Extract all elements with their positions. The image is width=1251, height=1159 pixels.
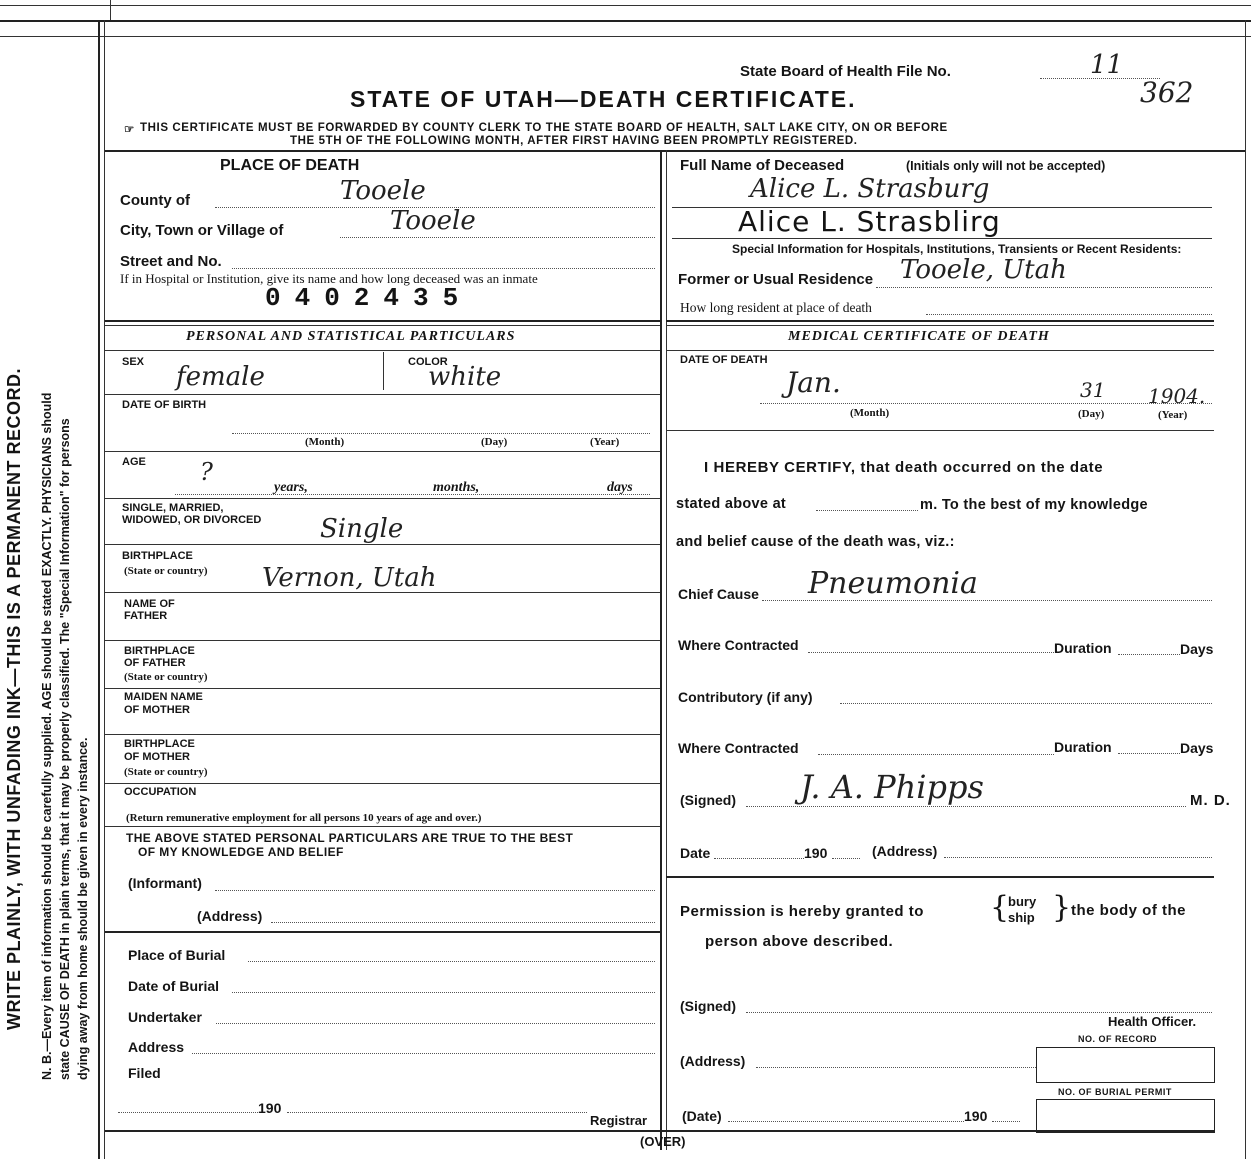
county-label: County of xyxy=(120,192,190,209)
birthplace-state-note: (State or country) xyxy=(124,565,208,577)
burial-permit-number-box xyxy=(1036,1099,1215,1133)
physician-signature: J. A. Phipps xyxy=(800,768,984,806)
where-contracted-2-dots xyxy=(818,754,1054,755)
dob-row-line xyxy=(105,451,660,452)
file-number-label: State Board of Health File No. xyxy=(740,63,951,80)
duration-1-dots xyxy=(1118,654,1180,655)
physician-date-dots xyxy=(714,858,804,859)
attestation-line-1: THE ABOVE STATED PERSONAL PARTICULARS ARE TRUE TO THE BEST xyxy=(126,831,574,845)
county-value: Tooele xyxy=(340,176,426,206)
days-1-label: Days xyxy=(1180,641,1214,657)
dob-label: DATE OF BIRTH xyxy=(122,399,207,411)
permission-text-2: the body of the xyxy=(1071,902,1186,919)
death-year-value: 1904. xyxy=(1148,384,1206,408)
years-label: years, xyxy=(274,480,308,495)
date-of-death-line xyxy=(666,430,1214,431)
right-section-divider xyxy=(666,320,1214,322)
father-birthplace-label-1: BIRTHPLACE xyxy=(124,645,195,657)
permission-text-1: Permission is hereby granted to xyxy=(680,903,924,920)
death-month-value: Jan. xyxy=(786,366,841,399)
center-divider-inner xyxy=(666,150,667,1150)
over-label: (OVER) xyxy=(640,1134,686,1149)
mother-maiden-label-2: OF MOTHER xyxy=(124,704,190,716)
left-section-divider xyxy=(105,320,660,322)
permit-date-dots xyxy=(728,1121,964,1122)
months-label: months, xyxy=(433,480,480,495)
marital-label-2: WIDOWED, OR DIVORCED xyxy=(122,514,262,526)
record-number-box xyxy=(1036,1047,1215,1083)
dob-year-label: (Year) xyxy=(590,436,620,448)
residence-value: Tooele, Utah xyxy=(900,255,1067,285)
where-contracted-2-label: Where Contracted xyxy=(678,740,799,756)
burial-address-label: Address xyxy=(128,1039,185,1055)
sidebar-instructions-3: dying away from home should be given in every instance. xyxy=(76,737,90,1080)
physician-year-prefix: 190 xyxy=(804,845,828,861)
mother-birthplace-label-2: OF MOTHER xyxy=(124,751,190,763)
street-label: Street and No. xyxy=(120,253,222,270)
physician-address-dots xyxy=(944,857,1212,858)
header-divider xyxy=(105,150,1245,152)
sidebar-instructions-1: N. B.—Every item of information should be carefully supplied. AGE should be stated EXACTLY. PHYSICIANS should xyxy=(40,392,54,1080)
place-of-burial-label: Place of Burial xyxy=(128,947,226,963)
no-of-burial-permit-label: NO. OF BURIAL PERMIT xyxy=(1058,1087,1172,1097)
undertaker-dots xyxy=(216,1023,655,1024)
informant-address-label: (Address) xyxy=(197,908,263,924)
dob-dots xyxy=(232,433,650,434)
undertaker-label: Undertaker xyxy=(128,1009,202,1025)
medical-section-end-line xyxy=(666,876,1214,878)
color-value: white xyxy=(428,362,502,392)
permit-year-prefix: 190 xyxy=(964,1108,988,1124)
date-of-death-dots xyxy=(760,403,1212,404)
certify-line-3: and belief cause of the death was, viz.: xyxy=(676,534,955,550)
age-value: ? xyxy=(200,458,213,486)
name-line-2 xyxy=(672,238,1212,239)
city-dots xyxy=(340,237,655,238)
duration-2-dots xyxy=(1118,753,1180,754)
deceased-name-note: (Initials only will not be accepted) xyxy=(906,159,1106,173)
days-2-label: Days xyxy=(1180,740,1214,756)
permit-year-dots xyxy=(992,1121,1020,1122)
chief-cause-value: Pneumonia xyxy=(808,566,978,601)
personal-particulars-heading: PERSONAL AND STATISTICAL PARTICULARS xyxy=(186,329,516,344)
date-of-burial-dots xyxy=(232,992,655,993)
certify-line-2a: stated above at xyxy=(676,496,787,512)
medical-heading-line xyxy=(666,350,1214,351)
pointing-hand-icon: ☞ xyxy=(124,124,135,136)
date-of-burial-label: Date of Burial xyxy=(128,978,220,994)
sidebar-permanent-record: WRITE PLAINLY, WITH UNFADING INK—THIS IS A PERMANENT RECORD. xyxy=(4,367,24,1030)
informant-label: (Informant) xyxy=(128,875,202,891)
sidebar-divider-inner-line xyxy=(104,20,105,1159)
top-edge-line xyxy=(0,5,1251,6)
mother-maiden-row-line xyxy=(105,734,660,735)
filed-year-prefix: 190 xyxy=(258,1100,282,1116)
father-birthplace-label-2: OF FATHER xyxy=(124,657,186,669)
top-border-line xyxy=(0,20,1251,22)
stamped-record-number: 0402435 xyxy=(265,283,473,313)
filed-date-dots xyxy=(118,1112,258,1113)
health-officer-signed-label: (Signed) xyxy=(680,998,736,1014)
certify-line-1: I HEREBY CERTIFY, that death occurred on the date xyxy=(704,459,1104,476)
instruction-line-1: THIS CERTIFICATE MUST BE FORWARDED BY COUNTY CLERK TO THE STATE BOARD OF HEALTH, SALT LAKE CITY, ON OR BEFORE xyxy=(140,122,948,134)
street-dots xyxy=(232,268,655,269)
left-section-divider-2 xyxy=(105,325,660,326)
residence-label: Former or Usual Residence xyxy=(678,271,874,288)
sidebar-divider-line xyxy=(98,20,100,1159)
sidebar-instructions-2: state CAUSE OF DEATH in plain terms, that it may be properly classified. The "Special Information" for persons xyxy=(58,418,72,1080)
city-label: City, Town or Village of xyxy=(120,222,284,239)
age-label: AGE xyxy=(122,456,146,468)
burial-address-dots xyxy=(192,1053,655,1054)
physician-signed-dots xyxy=(746,806,1186,807)
hospital-label: If in Hospital or Institution, give its name and how long deceased was an inmate xyxy=(120,271,538,286)
birthplace-value: Vernon, Utah xyxy=(262,563,437,593)
physician-signed-label: (Signed) xyxy=(680,792,736,808)
contributory-dots xyxy=(840,703,1212,704)
occupation-note: (Return remunerative employment for all persons 10 years of age and over.) xyxy=(126,812,482,824)
sex-value: female xyxy=(176,362,265,392)
sex-row-line xyxy=(105,394,660,395)
deceased-name-typed: Alice L. Strasblirg xyxy=(738,205,1001,238)
father-name-row-line xyxy=(105,640,660,641)
right-border-line xyxy=(1245,20,1246,1159)
personal-heading-line xyxy=(105,350,660,351)
ship-option: ship xyxy=(1008,910,1035,925)
center-divider xyxy=(660,150,662,1150)
top-border-inner-line xyxy=(0,36,1251,37)
father-birthplace-state-note: (State or country) xyxy=(124,671,208,683)
residence-dots xyxy=(876,287,1212,288)
mother-maiden-label-1: MAIDEN NAME xyxy=(124,691,203,703)
where-contracted-1-label: Where Contracted xyxy=(678,637,799,653)
special-information: Special Information for Hospitals, Institutions, Transients or Recent Residents: xyxy=(732,242,1182,256)
permit-date-label: (Date) xyxy=(682,1108,722,1124)
permission-text-3: person above described. xyxy=(705,933,894,950)
occupation-row-line xyxy=(105,826,660,827)
contributory-label: Contributory (if any) xyxy=(678,689,813,705)
attestation-line-2: OF MY KNOWLEDGE AND BELIEF xyxy=(138,845,344,859)
informant-dots xyxy=(215,890,655,891)
file-number-value-2: 362 xyxy=(1140,76,1194,109)
birthplace-label: BIRTHPLACE xyxy=(122,550,193,562)
health-officer-label: Health Officer. xyxy=(1108,1014,1197,1029)
mother-birthplace-state-note: (State or country) xyxy=(124,766,208,778)
instruction-line-2: THE 5TH OF THE FOLLOWING MONTH, AFTER FIRST HAVING BEEN PROMPTLY REGISTERED. xyxy=(290,135,858,147)
mother-birthplace-label-1: BIRTHPLACE xyxy=(124,738,195,750)
date-of-death-label: DATE OF DEATH xyxy=(680,354,768,366)
deceased-name-label: Full Name of Deceased xyxy=(680,157,845,174)
filed-label: Filed xyxy=(128,1065,161,1081)
top-tick-line xyxy=(110,0,111,20)
marital-row-line xyxy=(105,544,660,545)
md-label: M. D. xyxy=(1190,792,1231,809)
mother-birthplace-row-line xyxy=(105,783,660,784)
death-day-label: (Day) xyxy=(1078,408,1105,420)
father-name-label-2: FATHER xyxy=(124,610,168,622)
place-of-burial-dots xyxy=(248,961,655,962)
father-name-label-1: NAME OF xyxy=(124,598,175,610)
marital-label-1: SINGLE, MARRIED, xyxy=(122,502,224,514)
left-brace-icon: { xyxy=(990,890,1010,925)
age-dots xyxy=(175,494,650,495)
where-contracted-1-dots xyxy=(808,652,1054,653)
how-long-dots xyxy=(926,314,1212,315)
no-of-record-label: NO. OF RECORD xyxy=(1078,1034,1158,1044)
how-long-resident-label: How long resident at place of death xyxy=(680,300,872,315)
city-value: Tooele xyxy=(390,206,476,236)
permit-address-dots xyxy=(756,1067,1036,1068)
informant-address-dots xyxy=(271,922,655,923)
days-label: days xyxy=(607,480,633,495)
physician-address-label: (Address) xyxy=(872,843,938,859)
medical-certificate-heading: MEDICAL CERTIFICATE OF DEATH xyxy=(788,329,1050,344)
physician-date-label: Date xyxy=(680,845,711,861)
permit-address-label: (Address) xyxy=(680,1053,746,1069)
certify-line-2b: m. To the best of my knowledge xyxy=(920,497,1148,513)
death-day-value: 31 xyxy=(1080,378,1106,402)
deceased-name-handwritten: Alice L. Strasburg xyxy=(750,174,990,204)
occupation-label: OCCUPATION xyxy=(124,786,197,798)
certify-time-dots xyxy=(816,510,918,511)
certificate-title: STATE OF UTAH—DEATH CERTIFICATE. xyxy=(350,86,857,112)
sex-color-divider xyxy=(383,352,384,390)
chief-cause-label: Chief Cause xyxy=(678,586,759,602)
dob-day-label: (Day) xyxy=(481,436,508,448)
bury-option: bury xyxy=(1008,894,1037,909)
filed-registrar-dots xyxy=(287,1112,587,1113)
physician-year-dots xyxy=(832,858,860,859)
sex-label: SEX xyxy=(122,356,145,368)
duration-1-label: Duration xyxy=(1054,640,1112,656)
right-brace-icon: } xyxy=(1052,890,1072,925)
place-of-death-heading: PLACE OF DEATH xyxy=(220,157,360,174)
dob-month-label: (Month) xyxy=(305,436,345,448)
father-birthplace-row-line xyxy=(105,688,660,689)
birthplace-row-line xyxy=(105,592,660,593)
health-officer-signed-dots xyxy=(746,1012,1212,1013)
death-month-label: (Month) xyxy=(850,407,890,419)
file-number-value: 11 xyxy=(1090,50,1124,80)
age-row-line xyxy=(105,498,660,499)
death-year-label: (Year) xyxy=(1158,409,1188,421)
attestation-section-line xyxy=(105,931,660,933)
right-section-divider-2 xyxy=(666,325,1214,326)
registrar-label: Registrar xyxy=(590,1113,648,1128)
color-label: COLOR xyxy=(408,356,448,368)
marital-value: Single xyxy=(320,514,404,544)
duration-2-label: Duration xyxy=(1054,739,1112,755)
